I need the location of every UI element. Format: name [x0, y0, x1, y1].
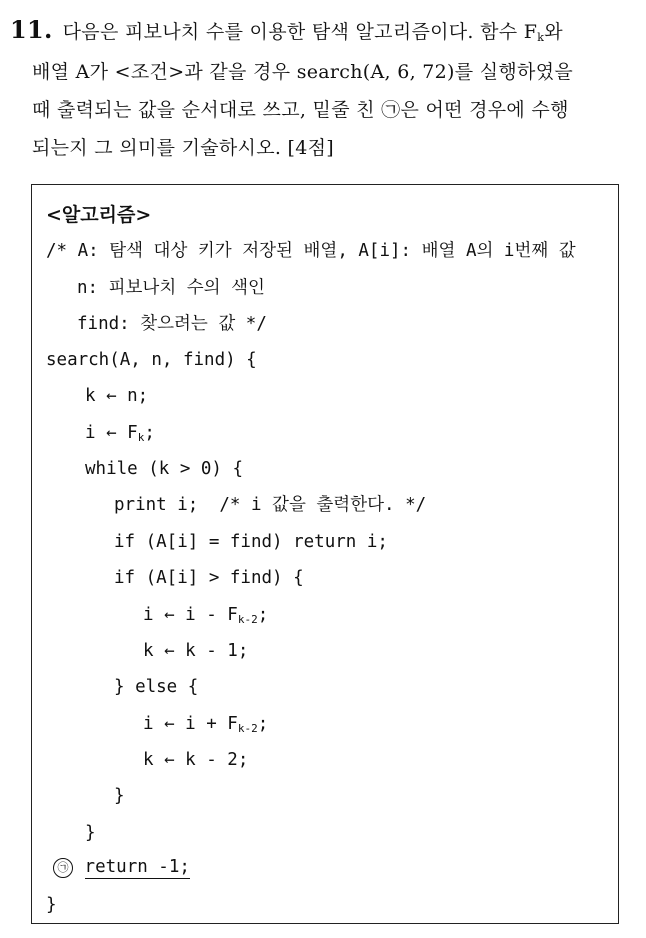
print-line: print i; /* i 값을 출력한다. */: [114, 495, 427, 515]
algorithm-title: <알고리즘>: [46, 204, 152, 226]
circled-marker: ㉠: [53, 858, 73, 878]
while-line: while (k > 0) {: [85, 459, 244, 479]
decrement-k2-line: k ← k - 2;: [143, 750, 249, 770]
underlined-return: return -1;: [84, 857, 190, 877]
question-line-3: 때 출력되는 값을 순서대로 쓰고, 밑줄 친 ㉠은 어떤 경우에 수행: [32, 99, 569, 121]
decrement-i-line: i ← i - $F_{k-2}$;: [143, 605, 269, 626]
question-line-4: 되는지 그 의미를 기술하시오. [4점]: [32, 137, 335, 159]
comment-line-2: n: 피보나치 수의 색인: [77, 278, 265, 298]
return-line: [52, 855, 190, 879]
close-inner-brace: }: [114, 786, 125, 806]
function-signature: search(A, n, find) {: [46, 350, 257, 370]
algorithm-box: [31, 184, 619, 924]
close-while-brace: }: [85, 823, 96, 843]
question-number: 11.: [10, 15, 53, 44]
comment-line-1: /* A: 탐색 대상 키가 저장된 배열, A[i]: 배열 A의 i번째 값: [46, 241, 576, 261]
comment-line-3: find: 찾으려는 값 */: [77, 314, 267, 334]
question-line-1: 11. 다음은 피보나치 수를 이용한 탐색 알고리즘이다. 함수 $F_k$와: [10, 15, 563, 44]
else-line: } else {: [114, 677, 199, 697]
decrement-k1-line: k ← k - 1;: [143, 641, 249, 661]
assign-k-line: k ← n;: [85, 386, 149, 406]
increment-i-line: i ← $i + F_{k-2}$;: [143, 714, 269, 735]
question-line-2: 배열 A가 <조건>과 같을 경우 search(A, 6, 72)를 실행하였을: [32, 61, 574, 83]
close-function-brace: }: [46, 895, 57, 915]
if-greater-line: if (A[i] > find) {: [114, 568, 304, 588]
assign-i-line: i ← $F_k$;: [85, 423, 155, 444]
if-equal-line: if (A[i] = find) return i;: [114, 532, 388, 552]
